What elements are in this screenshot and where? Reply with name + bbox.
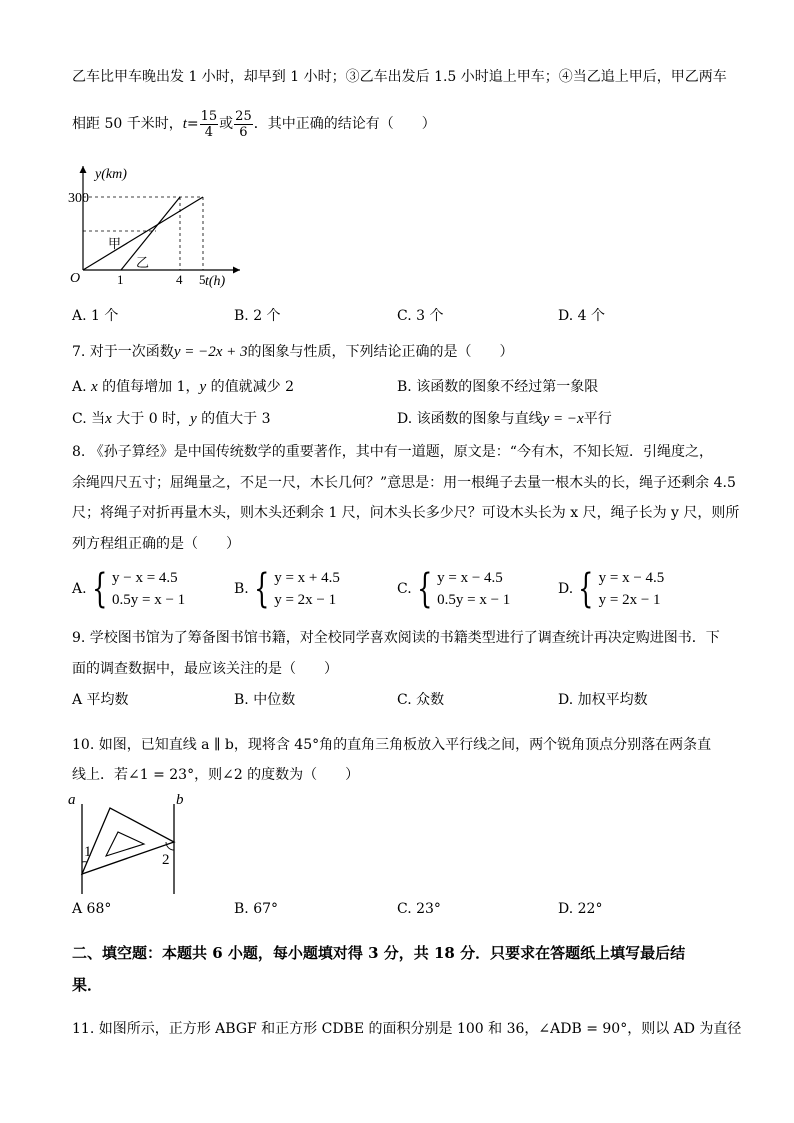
q7-option-d[interactable]: D. 该函数的图象与直线y = −x平行 (397, 411, 612, 427)
q8-line4: 列方程组正确的是（ ） (72, 536, 240, 552)
q6-line1: 乙车比甲车晚出发 1 小时，却早到 1 小时；③乙车出发后 1.5 小时追上甲车；④当乙追上甲后，甲乙两车 (72, 69, 727, 85)
label-angle-1: 1 (84, 844, 92, 860)
q9-line2: 面的调查数据中，最应该关注的是（ ） (72, 661, 338, 677)
brace-icon: { (416, 566, 433, 612)
q11-line1: 11. 如图所示，正方形 ABGF 和正方形 CDBE 的面积分别是 100 和 36，∠ADB = 90°，则以 AD 为直径 (72, 1021, 742, 1037)
set-square-inner (106, 832, 144, 856)
origin-label: O (70, 271, 81, 286)
q8-line2: 余绳四尺五寸；屈绳量之，不足一尺，木长几何？”意思是：用一根绳子去量一根木头的长，绳子还剩余 4.5 (72, 475, 736, 491)
q8-option-b[interactable]: B. { y = x + 4.5 y = 2x − 1 (234, 566, 340, 612)
y-axis-label: y(km) (95, 167, 127, 182)
section2-heading-line2: 果． (72, 976, 103, 994)
q6-option-a[interactable]: A. 1 个 (72, 308, 119, 324)
brace-icon: { (578, 566, 594, 612)
q9-option-b[interactable]: B. 中位数 (234, 692, 296, 708)
q6-t-var: t (182, 116, 187, 132)
x-axis-label: t(h) (205, 274, 226, 288)
brace-icon: { (253, 566, 270, 612)
brace-icon: { (91, 566, 107, 612)
label-b: b (176, 792, 184, 808)
q7-formula: y = −2x + 3 (173, 344, 248, 360)
y-tick-300: 300 (68, 191, 89, 206)
q6-option-c[interactable]: C. 3 个 (397, 308, 444, 324)
line-yi (121, 197, 180, 270)
section2-heading-line1: 二、填空题：本题共 6 小题，每小题填对得 3 分，共 18 分．只要求在答题纸上填写最后结 (72, 944, 686, 962)
label-angle-2: 2 (162, 852, 170, 868)
q7-option-a[interactable]: A. x 的值每增加 1，y 的值就减少 2 (72, 379, 294, 395)
q8-option-a[interactable]: A. { y − x = 4.5 0.5y = x − 1 (72, 566, 186, 612)
label-a: a (68, 792, 76, 808)
q9-option-c[interactable]: C. 众数 (397, 692, 445, 708)
q10-option-a[interactable]: A 68° (72, 901, 112, 917)
q10-parallel-lines-figure (66, 788, 196, 898)
x-tick-4: 4 (176, 272, 183, 287)
q6-eq: = (186, 116, 199, 132)
label-yi: 乙 (136, 255, 150, 270)
q6-option-b[interactable]: B. 2 个 (234, 308, 281, 324)
q9-option-a[interactable]: A 平均数 (72, 692, 129, 708)
q8-line1: 8. 《孙子算经》是中国传统数学的重要著作，其中有一道题，原文是：“今有木，不知长短．引绳度之， (72, 444, 713, 460)
q6-frac2: $\frac{25}{6}$ (235, 108, 252, 140)
x-tick-5: 5 (199, 272, 206, 287)
q8-option-c[interactable]: C. { y = x − 4.5 0.5y = x − 1 (397, 566, 511, 612)
q7-option-c[interactable]: C. 当x 大于 0 时，y 的值大于 3 (72, 411, 271, 427)
q10-option-d[interactable]: D. 22° (558, 901, 603, 917)
q6-or: 或 (219, 116, 234, 132)
label-jia: 甲 (108, 236, 122, 251)
q7-option-b[interactable]: B. 该函数的图象不经过第一象限 (397, 379, 599, 395)
q9-line1: 9. 学校图书馆为了筹备图书馆书籍，对全校同学喜欢阅读的书籍类型进行了调查统计再决定购进图书．下 (72, 630, 720, 646)
q7-stem: 7. 对于一次函数y = −2x + 3的图象与性质，下列结论正确的是（ ） (72, 344, 514, 360)
q8-line3: 尺；将绳子对折再量木头，则木头还剩余 1 尺，问木头长多少尺？可设木头长为 x 尺，绳子长为 y 尺，则所 (72, 505, 740, 521)
q6-distance-time-graph (68, 158, 248, 288)
q10-option-b[interactable]: B. 67° (234, 901, 279, 917)
q6-option-d[interactable]: D. 4 个 (558, 308, 605, 324)
set-square-outer (82, 808, 174, 874)
q10-line1: 10. 如图，已知直线 a ∥ b，现将含 45°角的直角三角板放入平行线之间，两个锐角顶点分别落在两条直 (72, 737, 712, 753)
q9-option-d[interactable]: D. 加权平均数 (558, 692, 648, 708)
q6-line2-post: ．其中正确的结论有（ ） (253, 116, 436, 132)
q8-option-d[interactable]: D. { y = x − 4.5 y = 2x − 1 (558, 566, 665, 612)
q10-option-c[interactable]: C. 23° (397, 901, 441, 917)
q6-line2-pre: 相距 50 千米时， (72, 116, 183, 132)
x-tick-1: 1 (117, 272, 124, 287)
q6-line2 (72, 107, 436, 141)
q10-line2: 线上．若∠1 = 23°，则∠2 的度数为（ ） (72, 767, 360, 783)
q6-frac1: $\frac{15}{4}$ (200, 108, 218, 140)
